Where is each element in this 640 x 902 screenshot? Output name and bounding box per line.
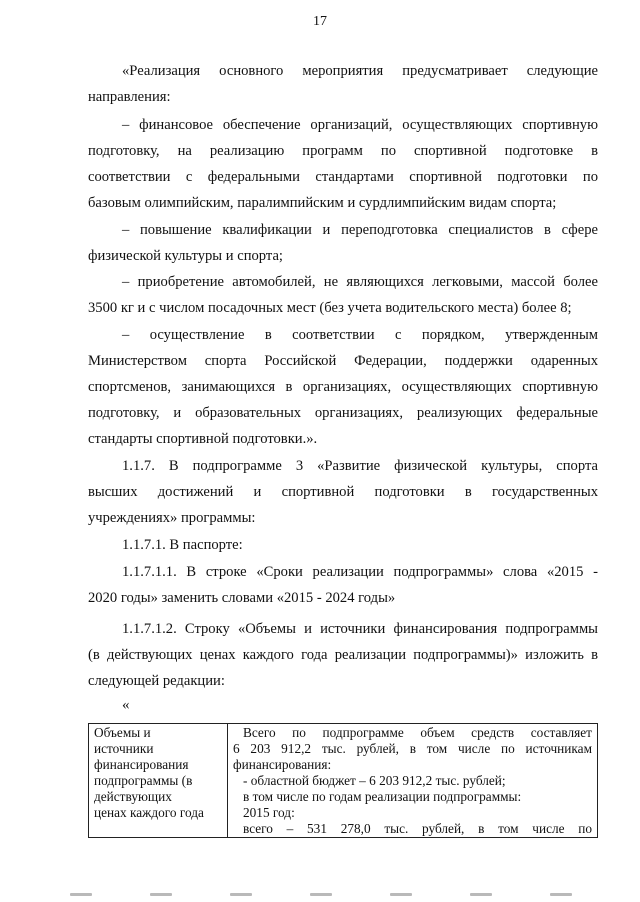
text-line: соответствии с федеральными стандартами спортивной подготовки по bbox=[88, 169, 598, 185]
cell-line: ценах каждого года bbox=[94, 805, 204, 820]
text-line: 2020 годы» заменить словами «2015 - 2024 годы» bbox=[88, 590, 396, 606]
text-line: 1.1.7.1.1. В строке «Сроки реализации подпрограммы» слова «2015 - bbox=[122, 564, 598, 580]
text-line: высших достижений и спортивной подготовки в государственных bbox=[88, 484, 598, 500]
text-line: 1.1.7.1. В паспорте: bbox=[122, 537, 243, 553]
text-line: – приобретение автомобилей, не являющихся легковыми, массой более bbox=[122, 274, 598, 290]
cell-line: 6 203 912,2 тыс. рублей, в том числе по источникам bbox=[233, 741, 592, 756]
scan-mark bbox=[310, 893, 332, 896]
row-value-cell bbox=[228, 724, 598, 838]
text-line: Министерством спорта Российской Федерации, поддержки одаренных bbox=[88, 353, 598, 369]
cell-line: Объемы и bbox=[94, 725, 151, 740]
text-line: – осуществление в соответствии с порядком, утвержденным bbox=[122, 327, 598, 343]
text-line: (в действующих ценах каждого года реализации подпрограммы)» изложить в bbox=[88, 647, 598, 663]
table-row bbox=[89, 724, 598, 838]
cell-line: 2015 год: bbox=[243, 805, 295, 820]
scan-mark bbox=[470, 893, 492, 896]
passport-table bbox=[88, 723, 598, 838]
cell-line: действующих bbox=[94, 789, 172, 804]
cell-line: финансирования: bbox=[233, 757, 332, 772]
cell-line: - областной бюджет – 6 203 912,2 тыс. рублей; bbox=[243, 773, 506, 788]
text-line: спортсменов, занимающихся в организациях, осуществляющих спортивную bbox=[88, 379, 598, 395]
text-line: – повышение квалификации и переподготовка специалистов в сфере bbox=[122, 222, 598, 238]
text-line: стандарты спортивной подготовки.». bbox=[88, 431, 318, 447]
cell-line: финансирования bbox=[94, 757, 189, 772]
text-line: базовым олимпийским, паралимпийским и сурдлимпийским видам спорта; bbox=[88, 195, 557, 211]
text-line: физической культуры и спорта; bbox=[88, 248, 283, 264]
text-line: учреждениях» программы: bbox=[88, 510, 256, 526]
text-line: 3500 кг и с числом посадочных мест (без учета водительского места) более 8; bbox=[88, 300, 572, 316]
scan-mark bbox=[390, 893, 412, 896]
cell-line: в том числе по годам реализации подпрограммы: bbox=[243, 789, 522, 804]
row-label-cell bbox=[89, 724, 228, 838]
scan-mark bbox=[230, 893, 252, 896]
text-line: направления: bbox=[88, 89, 171, 105]
cell-line: всего – 531 278,0 тыс. рублей, в том числе по bbox=[243, 821, 592, 836]
text-line: – финансовое обеспечение организаций, осуществляющих спортивную bbox=[122, 117, 598, 133]
text-line: подготовку, на реализацию программ по спортивной подготовке в bbox=[88, 143, 598, 159]
opening-quote: « bbox=[122, 697, 130, 713]
text-line: 1.1.7.1.2. Строку «Объемы и источники финансирования подпрограммы bbox=[122, 621, 598, 637]
cell-line: источники bbox=[94, 741, 154, 756]
text-line: 1.1.7. В подпрограмме 3 «Развитие физической культуры, спорта bbox=[122, 458, 598, 474]
scan-mark bbox=[150, 893, 172, 896]
cell-line: подпрограммы (в bbox=[94, 773, 193, 788]
text-line: следующей редакции: bbox=[88, 673, 225, 689]
text-line: подготовку, и образовательных организациях, реализующих федеральные bbox=[88, 405, 598, 421]
scan-mark bbox=[70, 893, 92, 896]
text-line: «Реализация основного мероприятия предусматривает следующие bbox=[122, 63, 598, 79]
page-number: 17 bbox=[313, 14, 327, 29]
cell-line: Всего по подпрограмме объем средств составляет bbox=[243, 725, 592, 740]
scan-mark bbox=[550, 893, 572, 896]
